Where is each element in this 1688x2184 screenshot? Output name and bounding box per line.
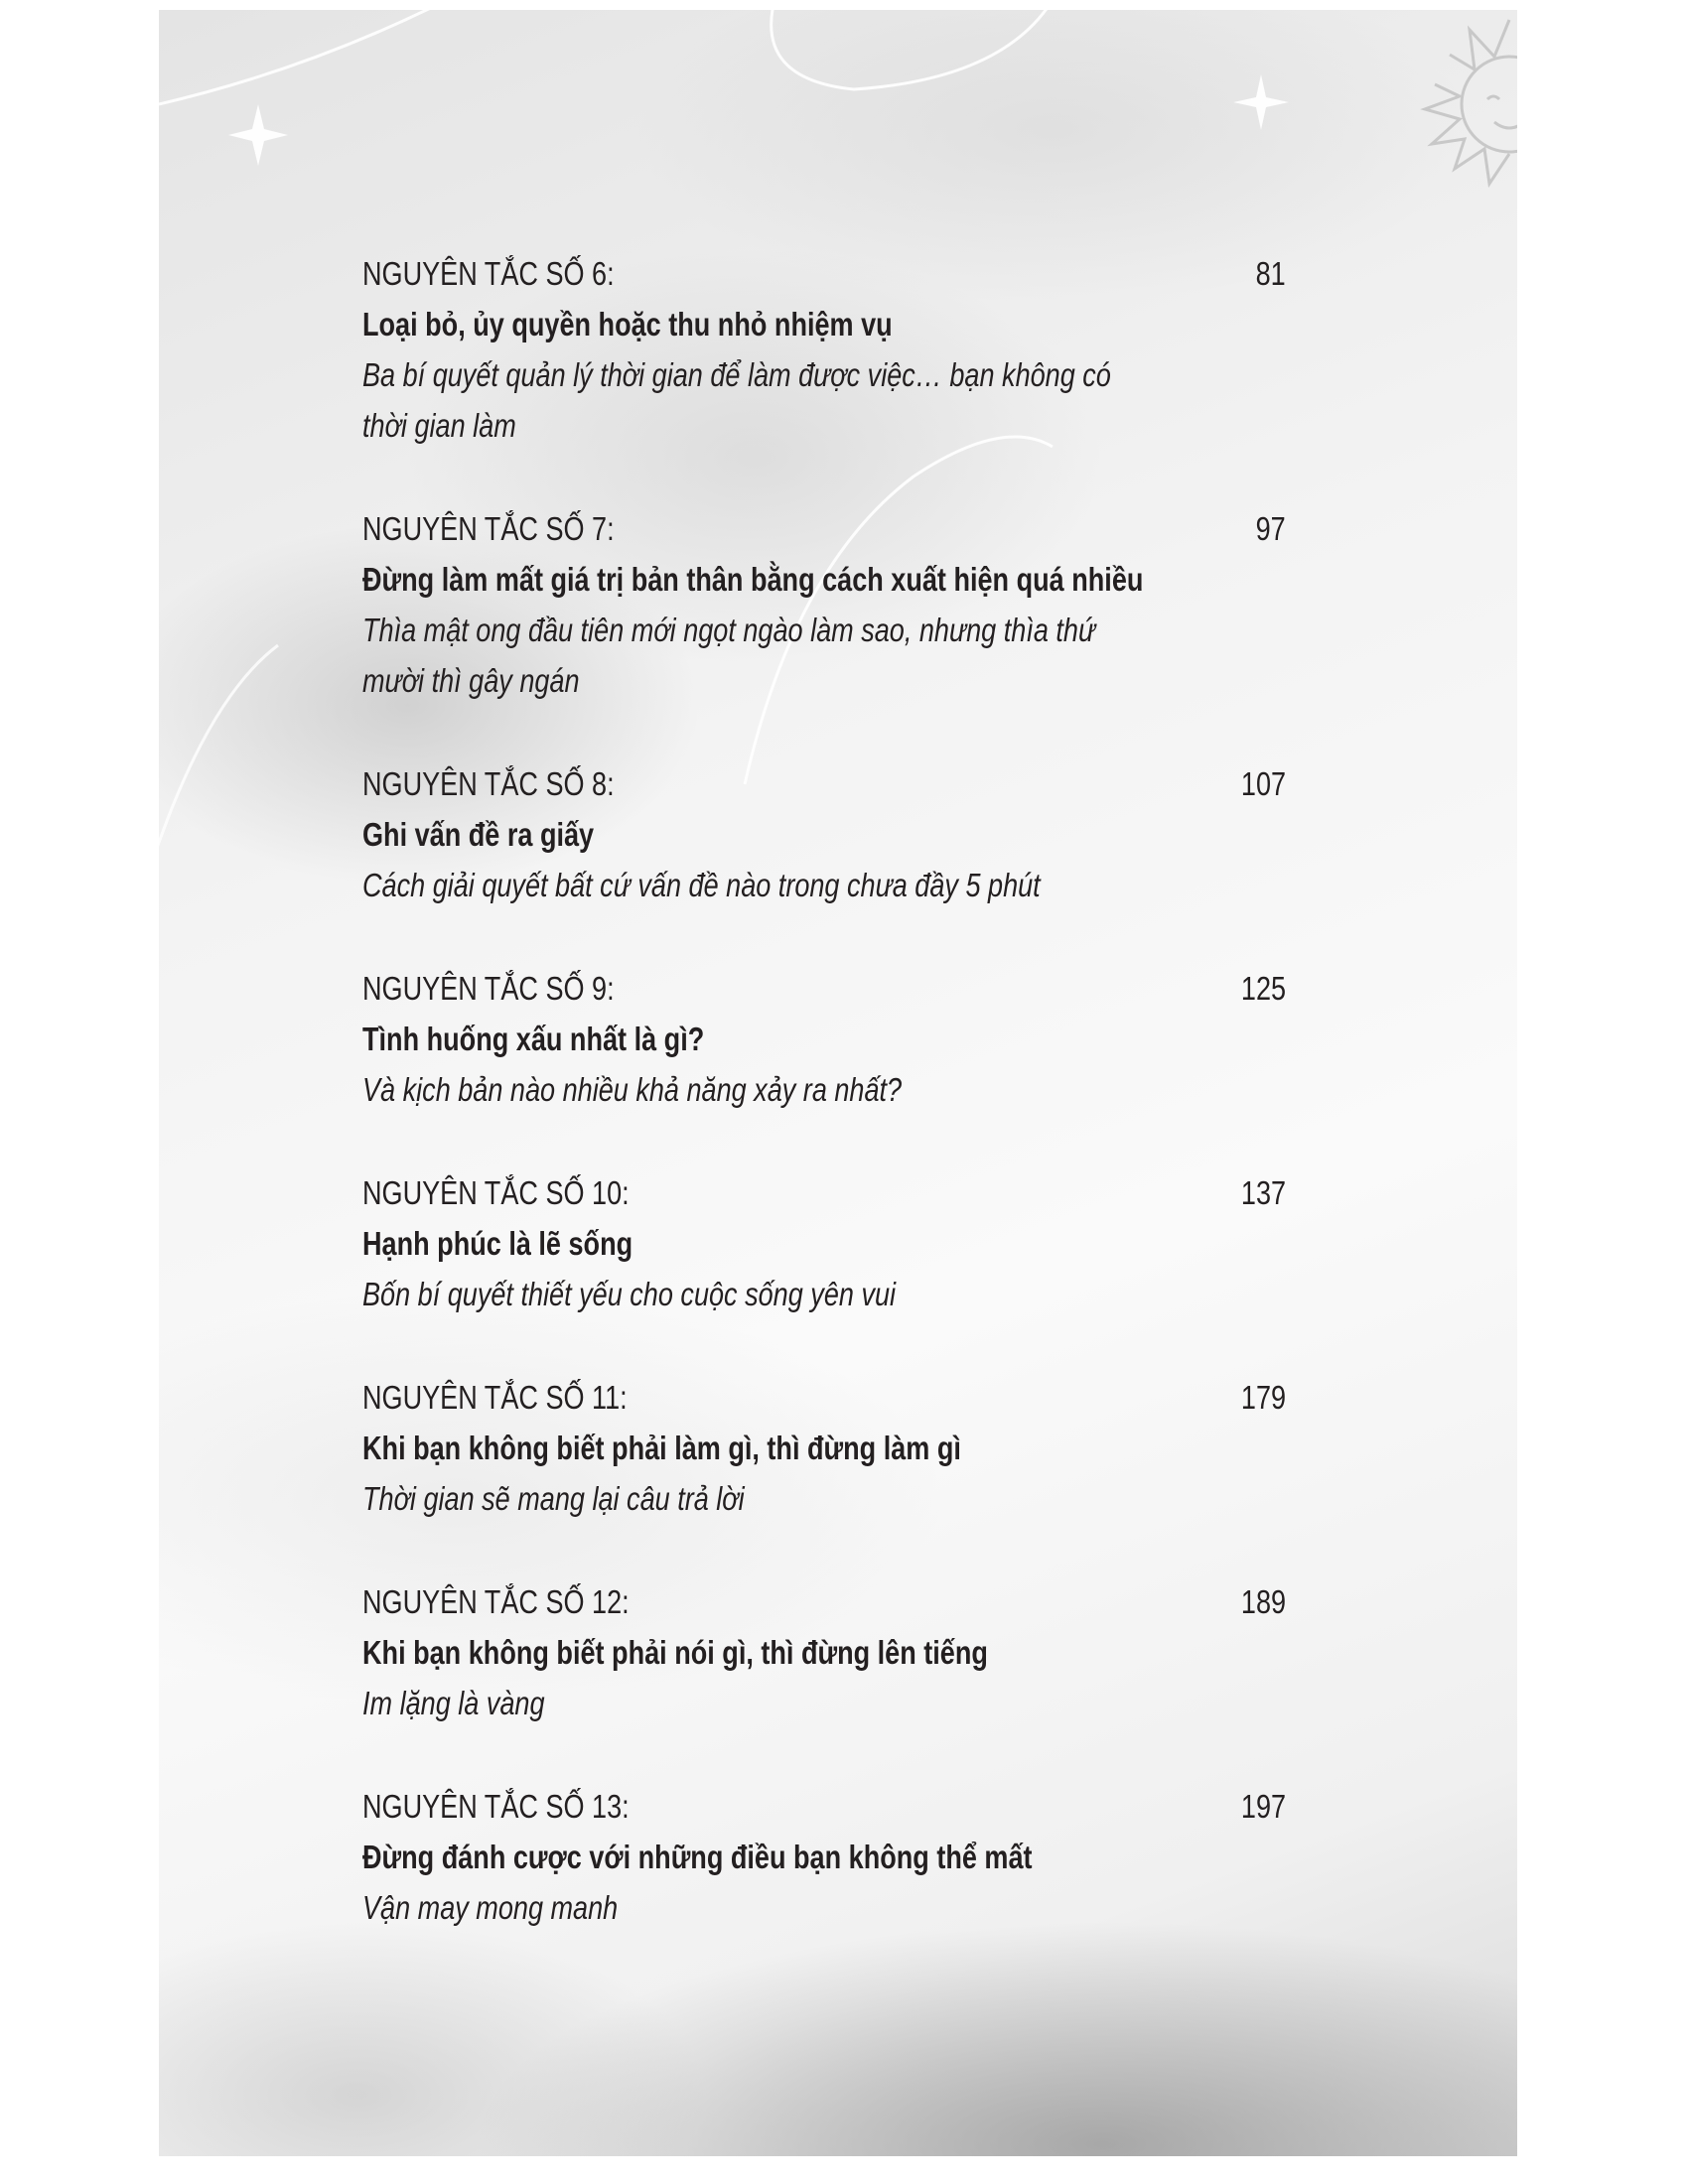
- toc-entry[interactable]: [362, 248, 1286, 451]
- toc-entry[interactable]: [362, 758, 1286, 910]
- chapter-title: Đừng làm mất giá trị bản thân bằng cách xuất hiện quá nhiều: [362, 561, 1144, 598]
- toc-entry[interactable]: [362, 503, 1286, 706]
- chapter-title: Ghi vấn đề ra giấy: [362, 816, 595, 853]
- chapter-label: NGUYÊN TẮC SỐ 9:: [362, 970, 615, 1007]
- page-number: 107: [1240, 765, 1286, 802]
- toc-entry[interactable]: [362, 1576, 1286, 1728]
- chapter-subtitle: Ba bí quyết quản lý thời gian để làm được việc… bạn không có: [362, 356, 1111, 393]
- chapter-subtitle: Và kịch bản nào nhiều khả năng xảy ra nhất?: [362, 1071, 903, 1108]
- chapter-subtitle: Thời gian sẽ mang lại câu trả lời: [362, 1480, 745, 1517]
- book-page: [159, 10, 1517, 2156]
- toc-entry[interactable]: [362, 963, 1286, 1115]
- chapter-label: NGUYÊN TẮC SỐ 10:: [362, 1174, 630, 1211]
- chapter-subtitle: Thìa mật ong đầu tiên mới ngọt ngào làm sao, nhưng thìa thứ: [362, 612, 1096, 648]
- table-of-contents: [362, 248, 1286, 1985]
- sparkle-star-icon: [228, 74, 1289, 166]
- chapter-label: NGUYÊN TẮC SỐ 8:: [362, 765, 615, 802]
- page-number: 179: [1240, 1379, 1286, 1416]
- chapter-subtitle: Im lặng là vàng: [362, 1685, 545, 1721]
- sun-icon: [1425, 20, 1517, 184]
- chapter-label: NGUYÊN TẮC SỐ 6:: [362, 255, 615, 292]
- chapter-title: Khi bạn không biết phải làm gì, thì đừng làm gì: [362, 1430, 961, 1466]
- page-number: 97: [1255, 510, 1286, 547]
- toc-entry[interactable]: [362, 1372, 1286, 1524]
- page-number: 189: [1240, 1583, 1286, 1620]
- chapter-subtitle: Cách giải quyết bất cứ vấn đề nào trong chưa đầy 5 phút: [362, 867, 1041, 903]
- chapter-subtitle: Bốn bí quyết thiết yếu cho cuộc sống yên vui: [362, 1276, 897, 1312]
- chapter-title: Đừng đánh cược với những điều bạn không thể mất: [362, 1839, 1033, 1875]
- page-number: 125: [1240, 970, 1286, 1007]
- chapter-label: NGUYÊN TẮC SỐ 13:: [362, 1788, 630, 1825]
- chapter-label: NGUYÊN TẮC SỐ 11:: [362, 1379, 628, 1416]
- chapter-title: Khi bạn không biết phải nói gì, thì đừng lên tiếng: [362, 1634, 988, 1671]
- page-number: 137: [1240, 1174, 1286, 1211]
- chapter-title: Hạnh phúc là lẽ sống: [362, 1225, 633, 1262]
- page-number: 81: [1255, 255, 1286, 292]
- chapter-label: NGUYÊN TẮC SỐ 12:: [362, 1583, 630, 1620]
- toc-entry[interactable]: [362, 1167, 1286, 1319]
- chapter-subtitle: Vận may mong manh: [362, 1889, 619, 1926]
- chapter-subtitle: thời gian làm: [362, 407, 516, 444]
- chapter-title: Loại bỏ, ủy quyền hoặc thu nhỏ nhiệm vụ: [362, 306, 893, 342]
- chapter-label: NGUYÊN TẮC SỐ 7:: [362, 510, 615, 547]
- page-number: 197: [1240, 1788, 1286, 1825]
- chapter-title: Tình huống xấu nhất là gì?: [362, 1021, 705, 1057]
- toc-entry[interactable]: [362, 1781, 1286, 1933]
- chapter-subtitle: mười thì gây ngán: [362, 662, 580, 699]
